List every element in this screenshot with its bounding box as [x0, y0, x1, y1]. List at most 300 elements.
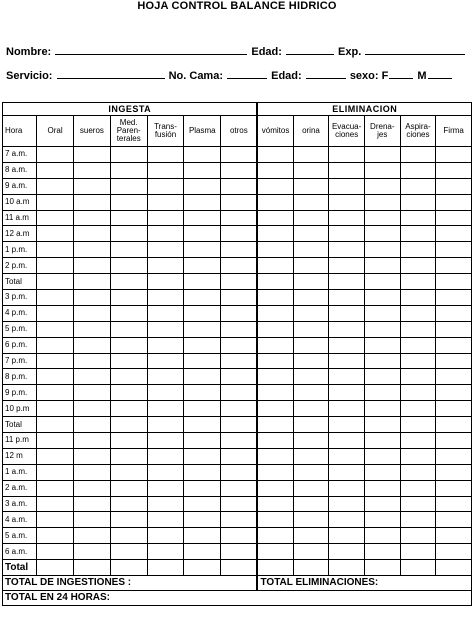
entry-cell[interactable] — [436, 194, 472, 210]
entry-cell[interactable] — [184, 305, 221, 321]
entry-cell[interactable] — [329, 337, 365, 353]
entry-cell[interactable] — [329, 274, 365, 290]
entry-cell[interactable] — [364, 512, 400, 528]
entry-cell[interactable] — [37, 274, 74, 290]
entry-cell[interactable] — [400, 448, 436, 464]
entry-cell[interactable] — [184, 194, 221, 210]
entry-cell[interactable] — [436, 274, 472, 290]
entry-cell[interactable] — [400, 194, 436, 210]
entry-cell[interactable] — [184, 210, 221, 226]
entry-cell[interactable] — [436, 528, 472, 544]
entry-cell[interactable] — [110, 544, 147, 560]
entry-cell[interactable] — [329, 401, 365, 417]
entry-cell[interactable] — [436, 305, 472, 321]
entry-cell[interactable] — [436, 369, 472, 385]
entry-cell[interactable] — [400, 480, 436, 496]
entry-cell[interactable] — [329, 321, 365, 337]
entry-cell[interactable] — [37, 242, 74, 258]
entry-cell[interactable] — [364, 210, 400, 226]
entry-cell[interactable] — [329, 448, 365, 464]
entry-cell[interactable] — [74, 401, 111, 417]
entry-cell[interactable] — [37, 512, 74, 528]
entry-cell[interactable] — [110, 512, 147, 528]
entry-cell[interactable] — [110, 433, 147, 449]
entry-cell[interactable] — [329, 464, 365, 480]
entry-cell[interactable] — [257, 226, 293, 242]
entry-cell[interactable] — [400, 401, 436, 417]
entry-cell[interactable] — [147, 226, 184, 242]
entry-cell[interactable] — [257, 512, 293, 528]
entry-cell[interactable] — [436, 258, 472, 274]
entry-cell[interactable] — [257, 385, 293, 401]
entry-cell[interactable] — [257, 337, 293, 353]
edad-field[interactable] — [286, 44, 334, 55]
entry-cell[interactable] — [110, 528, 147, 544]
entry-cell[interactable] — [329, 528, 365, 544]
entry-cell[interactable] — [37, 385, 74, 401]
entry-cell[interactable] — [329, 544, 365, 560]
entry-cell[interactable] — [364, 353, 400, 369]
entry-cell[interactable] — [147, 353, 184, 369]
entry-cell[interactable] — [257, 464, 293, 480]
entry-cell[interactable] — [293, 528, 329, 544]
entry-cell[interactable] — [147, 544, 184, 560]
sexo-f-field[interactable] — [389, 68, 413, 79]
entry-cell[interactable] — [74, 162, 111, 178]
entry-cell[interactable] — [436, 544, 472, 560]
entry-cell[interactable] — [74, 369, 111, 385]
entry-cell[interactable] — [110, 496, 147, 512]
entry-cell[interactable] — [257, 528, 293, 544]
entry-cell[interactable] — [184, 544, 221, 560]
entry-cell[interactable] — [364, 448, 400, 464]
exp-field[interactable] — [365, 44, 465, 55]
entry-cell[interactable] — [147, 274, 184, 290]
entry-cell[interactable] — [110, 369, 147, 385]
entry-cell[interactable] — [221, 337, 258, 353]
entry-cell[interactable] — [37, 528, 74, 544]
entry-cell[interactable] — [436, 464, 472, 480]
entry-cell[interactable] — [257, 321, 293, 337]
entry-cell[interactable] — [74, 337, 111, 353]
entry-cell[interactable] — [110, 162, 147, 178]
entry-cell[interactable] — [293, 433, 329, 449]
entry-cell[interactable] — [74, 178, 111, 194]
entry-cell[interactable] — [37, 226, 74, 242]
entry-cell[interactable] — [74, 448, 111, 464]
entry-cell[interactable] — [184, 401, 221, 417]
entry-cell[interactable] — [184, 147, 221, 163]
entry-cell[interactable] — [221, 321, 258, 337]
entry-cell[interactable] — [37, 417, 74, 433]
entry-cell[interactable] — [329, 194, 365, 210]
entry-cell[interactable] — [293, 321, 329, 337]
entry-cell[interactable] — [329, 290, 365, 306]
entry-cell[interactable] — [329, 353, 365, 369]
entry-cell[interactable] — [293, 480, 329, 496]
entry-cell[interactable] — [147, 496, 184, 512]
entry-cell[interactable] — [37, 544, 74, 560]
entry-cell[interactable] — [364, 290, 400, 306]
total-eliminaciones-cell[interactable]: TOTAL ELIMINACIONES: — [257, 576, 471, 591]
entry-cell[interactable] — [147, 178, 184, 194]
entry-cell[interactable] — [329, 258, 365, 274]
entry-cell[interactable] — [184, 433, 221, 449]
entry-cell[interactable] — [257, 194, 293, 210]
entry-cell[interactable] — [74, 544, 111, 560]
entry-cell[interactable] — [257, 496, 293, 512]
entry-cell[interactable] — [400, 242, 436, 258]
entry-cell[interactable] — [400, 528, 436, 544]
entry-cell[interactable] — [37, 353, 74, 369]
entry-cell[interactable] — [364, 433, 400, 449]
entry-cell[interactable] — [74, 321, 111, 337]
entry-cell[interactable] — [293, 147, 329, 163]
entry-cell[interactable] — [400, 544, 436, 560]
entry-cell[interactable] — [400, 258, 436, 274]
entry-cell[interactable] — [257, 544, 293, 560]
edad2-field[interactable] — [306, 68, 346, 79]
entry-cell[interactable] — [110, 417, 147, 433]
entry-cell[interactable] — [364, 417, 400, 433]
entry-cell[interactable] — [329, 433, 365, 449]
entry-cell[interactable] — [221, 274, 258, 290]
entry-cell[interactable] — [184, 321, 221, 337]
entry-cell[interactable] — [221, 258, 258, 274]
entry-cell[interactable] — [329, 305, 365, 321]
entry-cell[interactable] — [364, 147, 400, 163]
entry-cell[interactable] — [436, 337, 472, 353]
entry-cell[interactable] — [257, 353, 293, 369]
entry-cell[interactable] — [184, 385, 221, 401]
entry-cell[interactable] — [436, 210, 472, 226]
entry-cell[interactable] — [147, 385, 184, 401]
entry-cell[interactable] — [293, 512, 329, 528]
entry-cell[interactable] — [74, 528, 111, 544]
entry-cell[interactable] — [147, 194, 184, 210]
entry-cell[interactable] — [329, 178, 365, 194]
entry-cell[interactable] — [436, 147, 472, 163]
entry-cell[interactable] — [37, 178, 74, 194]
entry-cell[interactable] — [257, 210, 293, 226]
entry-cell[interactable] — [110, 290, 147, 306]
sexo-m-field[interactable] — [428, 68, 452, 79]
entry-cell[interactable] — [257, 448, 293, 464]
entry-cell[interactable] — [221, 464, 258, 480]
entry-cell[interactable] — [184, 496, 221, 512]
entry-cell[interactable] — [400, 178, 436, 194]
entry-cell[interactable] — [293, 210, 329, 226]
entry-cell[interactable] — [364, 162, 400, 178]
entry-cell[interactable] — [364, 178, 400, 194]
entry-cell[interactable] — [293, 290, 329, 306]
entry-cell[interactable] — [37, 448, 74, 464]
entry-cell[interactable] — [257, 274, 293, 290]
entry-cell[interactable] — [147, 528, 184, 544]
entry-cell[interactable] — [436, 242, 472, 258]
entry-cell[interactable] — [184, 337, 221, 353]
entry-cell[interactable] — [110, 194, 147, 210]
entry-cell[interactable] — [37, 480, 74, 496]
entry-cell[interactable] — [293, 464, 329, 480]
entry-cell[interactable] — [293, 274, 329, 290]
entry-cell[interactable] — [147, 433, 184, 449]
servicio-field[interactable] — [57, 68, 165, 79]
entry-cell[interactable] — [400, 162, 436, 178]
entry-cell[interactable] — [74, 512, 111, 528]
entry-cell[interactable] — [110, 448, 147, 464]
entry-cell[interactable] — [329, 480, 365, 496]
entry-cell[interactable] — [74, 305, 111, 321]
entry-cell[interactable] — [221, 496, 258, 512]
entry-cell[interactable] — [400, 147, 436, 163]
entry-cell[interactable] — [147, 290, 184, 306]
entry-cell[interactable] — [147, 464, 184, 480]
entry-cell[interactable] — [147, 321, 184, 337]
entry-cell[interactable] — [147, 258, 184, 274]
entry-cell[interactable] — [436, 401, 472, 417]
entry-cell[interactable] — [184, 480, 221, 496]
entry-cell[interactable] — [400, 337, 436, 353]
entry-cell[interactable] — [110, 226, 147, 242]
entry-cell[interactable] — [221, 210, 258, 226]
entry-cell[interactable] — [436, 417, 472, 433]
entry-cell[interactable] — [364, 464, 400, 480]
entry-cell[interactable] — [110, 305, 147, 321]
entry-cell[interactable] — [436, 385, 472, 401]
entry-cell[interactable] — [147, 448, 184, 464]
entry-cell[interactable] — [147, 512, 184, 528]
entry-cell[interactable] — [436, 321, 472, 337]
total-ingestiones-cell[interactable]: TOTAL DE INGESTIONES : — [3, 576, 258, 591]
entry-cell[interactable] — [293, 369, 329, 385]
entry-cell[interactable] — [221, 178, 258, 194]
entry-cell[interactable] — [74, 258, 111, 274]
entry-cell[interactable] — [37, 290, 74, 306]
entry-cell[interactable] — [184, 258, 221, 274]
entry-cell[interactable] — [436, 162, 472, 178]
entry-cell[interactable] — [184, 242, 221, 258]
entry-cell[interactable] — [74, 194, 111, 210]
entry-cell[interactable] — [400, 433, 436, 449]
entry-cell[interactable] — [293, 258, 329, 274]
entry-cell[interactable] — [147, 242, 184, 258]
entry-cell[interactable] — [147, 162, 184, 178]
entry-cell[interactable] — [436, 290, 472, 306]
entry-cell[interactable] — [436, 480, 472, 496]
entry-cell[interactable] — [400, 369, 436, 385]
entry-cell[interactable] — [147, 305, 184, 321]
entry-cell[interactable] — [184, 162, 221, 178]
entry-cell[interactable] — [147, 337, 184, 353]
entry-cell[interactable] — [184, 369, 221, 385]
entry-cell[interactable] — [37, 258, 74, 274]
entry-cell[interactable] — [364, 544, 400, 560]
entry-cell[interactable] — [257, 369, 293, 385]
entry-cell[interactable] — [364, 496, 400, 512]
entry-cell[interactable] — [221, 353, 258, 369]
entry-cell[interactable] — [400, 512, 436, 528]
entry-cell[interactable] — [221, 512, 258, 528]
entry-cell[interactable] — [329, 512, 365, 528]
entry-cell[interactable] — [74, 353, 111, 369]
nombre-field[interactable] — [55, 44, 247, 55]
entry-cell[interactable] — [147, 401, 184, 417]
entry-cell[interactable] — [221, 226, 258, 242]
entry-cell[interactable] — [364, 337, 400, 353]
entry-cell[interactable] — [293, 194, 329, 210]
entry-cell[interactable] — [400, 210, 436, 226]
entry-cell[interactable] — [293, 242, 329, 258]
entry-cell[interactable] — [293, 337, 329, 353]
total-24-cell[interactable]: TOTAL EN 24 HORAS: — [3, 591, 472, 606]
entry-cell[interactable] — [364, 480, 400, 496]
entry-cell[interactable] — [329, 496, 365, 512]
entry-cell[interactable] — [110, 178, 147, 194]
entry-cell[interactable] — [364, 274, 400, 290]
entry-cell[interactable] — [74, 496, 111, 512]
entry-cell[interactable] — [147, 480, 184, 496]
entry-cell[interactable] — [221, 417, 258, 433]
entry-cell[interactable] — [184, 528, 221, 544]
entry-cell[interactable] — [221, 369, 258, 385]
entry-cell[interactable] — [221, 448, 258, 464]
entry-cell[interactable] — [364, 258, 400, 274]
entry-cell[interactable] — [364, 369, 400, 385]
entry-cell[interactable] — [37, 321, 74, 337]
entry-cell[interactable] — [436, 496, 472, 512]
entry-cell[interactable] — [293, 496, 329, 512]
entry-cell[interactable] — [400, 226, 436, 242]
entry-cell[interactable] — [436, 178, 472, 194]
entry-cell[interactable] — [257, 258, 293, 274]
entry-cell[interactable] — [110, 385, 147, 401]
entry-cell[interactable] — [37, 337, 74, 353]
entry-cell[interactable] — [74, 210, 111, 226]
entry-cell[interactable] — [221, 433, 258, 449]
entry-cell[interactable] — [37, 401, 74, 417]
entry-cell[interactable] — [110, 147, 147, 163]
entry-cell[interactable] — [184, 353, 221, 369]
entry-cell[interactable] — [221, 305, 258, 321]
entry-cell[interactable] — [147, 147, 184, 163]
entry-cell[interactable] — [329, 162, 365, 178]
entry-cell[interactable] — [400, 353, 436, 369]
entry-cell[interactable] — [364, 242, 400, 258]
entry-cell[interactable] — [364, 321, 400, 337]
entry-cell[interactable] — [364, 401, 400, 417]
entry-cell[interactable] — [110, 242, 147, 258]
entry-cell[interactable] — [74, 226, 111, 242]
entry-cell[interactable] — [257, 242, 293, 258]
entry-cell[interactable] — [221, 194, 258, 210]
entry-cell[interactable] — [293, 305, 329, 321]
entry-cell[interactable] — [184, 417, 221, 433]
entry-cell[interactable] — [436, 226, 472, 242]
entry-cell[interactable] — [364, 194, 400, 210]
entry-cell[interactable] — [257, 433, 293, 449]
entry-cell[interactable] — [293, 544, 329, 560]
entry-cell[interactable] — [110, 258, 147, 274]
entry-cell[interactable] — [37, 147, 74, 163]
entry-cell[interactable] — [37, 496, 74, 512]
entry-cell[interactable] — [400, 321, 436, 337]
entry-cell[interactable] — [293, 401, 329, 417]
entry-cell[interactable] — [257, 147, 293, 163]
entry-cell[interactable] — [400, 417, 436, 433]
entry-cell[interactable] — [257, 290, 293, 306]
entry-cell[interactable] — [329, 417, 365, 433]
entry-cell[interactable] — [184, 464, 221, 480]
entry-cell[interactable] — [37, 162, 74, 178]
entry-cell[interactable] — [110, 353, 147, 369]
entry-cell[interactable] — [364, 385, 400, 401]
cama-field[interactable] — [227, 68, 267, 79]
entry-cell[interactable] — [74, 385, 111, 401]
entry-cell[interactable] — [257, 401, 293, 417]
entry-cell[interactable] — [364, 528, 400, 544]
entry-cell[interactable] — [400, 305, 436, 321]
entry-cell[interactable] — [110, 321, 147, 337]
entry-cell[interactable] — [257, 178, 293, 194]
entry-cell[interactable] — [184, 290, 221, 306]
entry-cell[interactable] — [74, 147, 111, 163]
entry-cell[interactable] — [400, 274, 436, 290]
entry-cell[interactable] — [110, 337, 147, 353]
entry-cell[interactable] — [110, 401, 147, 417]
entry-cell[interactable] — [184, 448, 221, 464]
entry-cell[interactable] — [74, 290, 111, 306]
entry-cell[interactable] — [221, 162, 258, 178]
entry-cell[interactable] — [293, 178, 329, 194]
entry-cell[interactable] — [221, 480, 258, 496]
entry-cell[interactable] — [221, 290, 258, 306]
entry-cell[interactable] — [257, 162, 293, 178]
entry-cell[interactable] — [74, 242, 111, 258]
entry-cell[interactable] — [293, 417, 329, 433]
entry-cell[interactable] — [221, 528, 258, 544]
entry-cell[interactable] — [184, 178, 221, 194]
entry-cell[interactable] — [257, 417, 293, 433]
entry-cell[interactable] — [293, 162, 329, 178]
entry-cell[interactable] — [329, 210, 365, 226]
entry-cell[interactable] — [436, 433, 472, 449]
entry-cell[interactable] — [436, 448, 472, 464]
entry-cell[interactable] — [147, 210, 184, 226]
entry-cell[interactable] — [184, 274, 221, 290]
entry-cell[interactable] — [400, 385, 436, 401]
entry-cell[interactable] — [37, 433, 74, 449]
entry-cell[interactable] — [329, 385, 365, 401]
entry-cell[interactable] — [436, 353, 472, 369]
entry-cell[interactable] — [293, 226, 329, 242]
entry-cell[interactable] — [74, 433, 111, 449]
entry-cell[interactable] — [110, 464, 147, 480]
entry-cell[interactable] — [293, 353, 329, 369]
entry-cell[interactable] — [329, 226, 365, 242]
entry-cell[interactable] — [74, 464, 111, 480]
entry-cell[interactable] — [74, 274, 111, 290]
entry-cell[interactable] — [110, 274, 147, 290]
entry-cell[interactable] — [221, 401, 258, 417]
entry-cell[interactable] — [436, 512, 472, 528]
entry-cell[interactable] — [110, 210, 147, 226]
entry-cell[interactable] — [37, 210, 74, 226]
entry-cell[interactable] — [329, 369, 365, 385]
entry-cell[interactable] — [329, 147, 365, 163]
entry-cell[interactable] — [37, 194, 74, 210]
entry-cell[interactable] — [110, 480, 147, 496]
